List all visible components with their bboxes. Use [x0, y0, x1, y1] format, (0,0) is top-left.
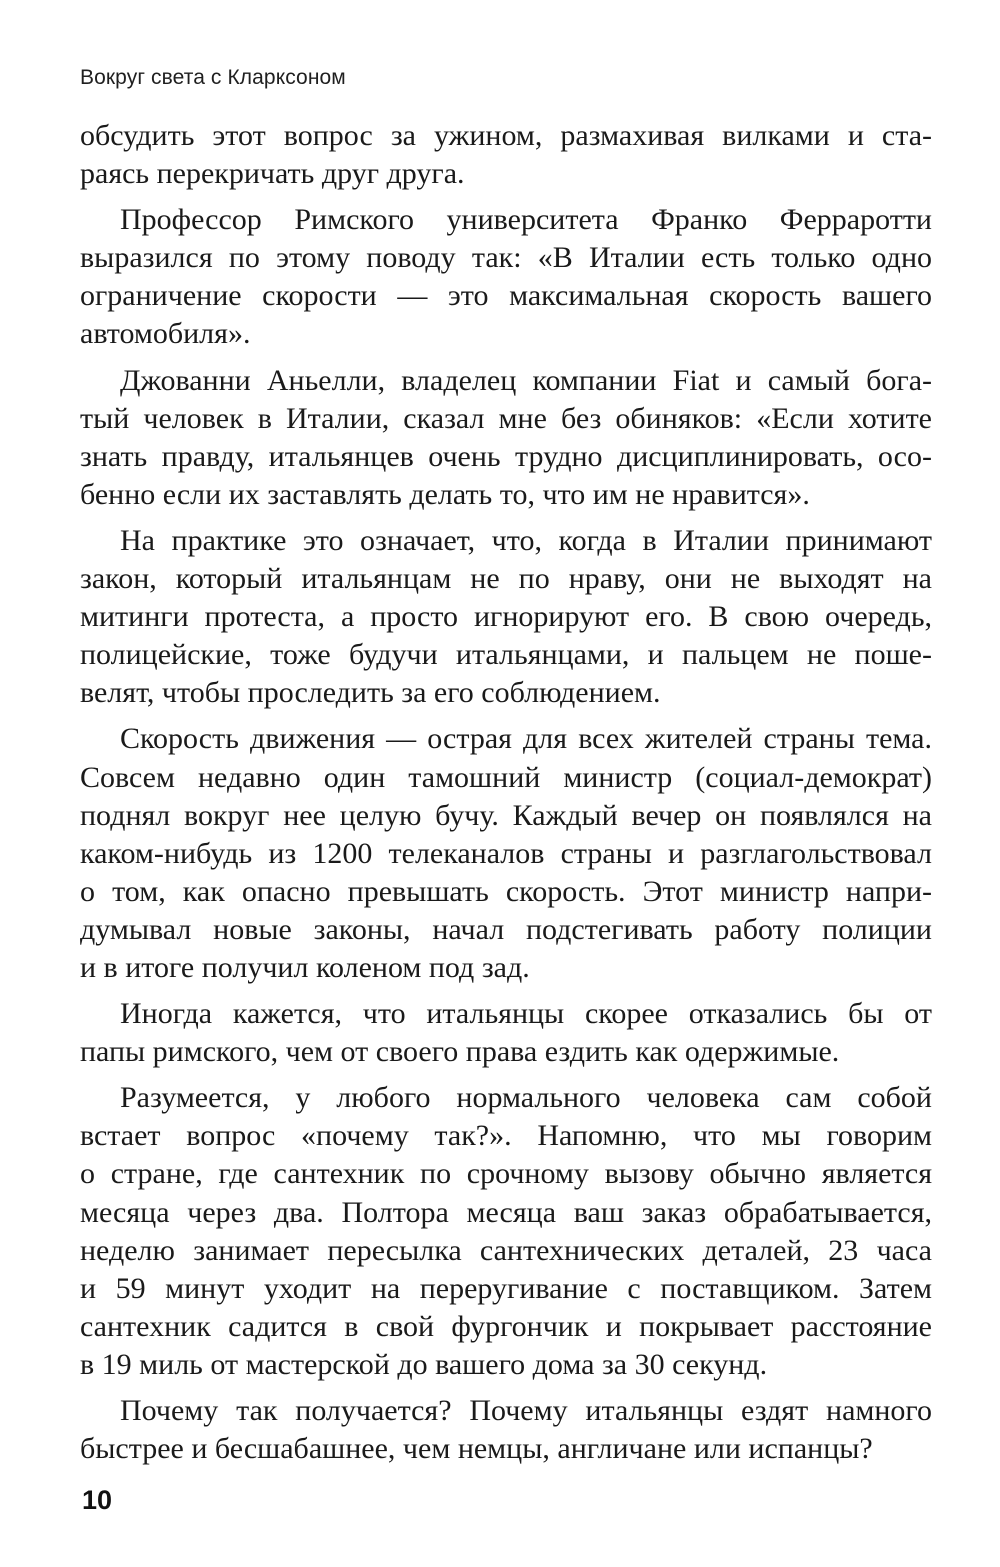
text-line: и в итоге получил коленом под зад. — [80, 950, 530, 984]
paragraph — [80, 522, 932, 712]
text-line: быстрее и бесшабашнее, чем немцы, англичане или испанцы? — [80, 1432, 873, 1466]
body-text — [80, 117, 932, 1468]
text-line: Разумеется, у любого нормального человека сам собой — [120, 1081, 932, 1115]
paragraph — [80, 362, 932, 514]
text-line: Джованни Аньелли, владелец компании Fiat и самый бога- — [120, 363, 932, 397]
text-line: знать правду, итальянцев очень трудно дисциплинировать, осо- — [80, 439, 932, 473]
paragraph — [80, 1079, 932, 1384]
text-line: встает вопрос «почему так?». Напомню, что мы говорим — [80, 1119, 932, 1153]
text-line: выразился по этому поводу так: «В Италии есть только одно — [80, 241, 932, 275]
paragraph — [80, 201, 932, 353]
paragraph — [80, 995, 932, 1071]
paragraph — [80, 720, 932, 987]
text-line: обсудить этот вопрос за ужином, размахивая вилками и ста- — [80, 119, 932, 152]
text-line: ограничение скорости — это максимальная скорость вашего — [80, 279, 932, 313]
paragraph — [80, 1392, 932, 1468]
text-line: бенно если их заставлять делать то, что им не нравится». — [80, 477, 810, 511]
text-line: и 59 минут уходит на переругивание с поставщиком. Затем — [80, 1271, 932, 1305]
text-line: На практике это означает, что, когда в Италии принимают — [120, 523, 932, 557]
paragraph — [80, 117, 932, 193]
text-line: поднял вокруг нее целую бучу. Каждый вечер он появлялся на — [80, 798, 932, 832]
text-line: автомобиля». — [80, 317, 251, 351]
page-number: 10 — [82, 1485, 113, 1515]
text-line: раясь перекричать друг друга. — [80, 157, 465, 191]
text-line: Скорость движения — острая для всех жителей страны тема. — [120, 722, 932, 756]
text-line: митинги протеста, а просто игнорируют его. В свою очередь, — [80, 600, 932, 634]
text-line: полицейские, тоже будучи итальянцами, и пальцем не поше- — [80, 638, 932, 672]
text-line: каком-нибудь из 1200 телеканалов страны и разглагольствовал — [80, 836, 932, 870]
text-line: папы римского, чем от своего права ездить как одержимые. — [80, 1035, 840, 1069]
text-line: о том, как опасно превышать скорость. Этот министр напри- — [80, 874, 932, 908]
text-line: сантехник садится в свой фургончик и покрывает расстояние — [80, 1309, 932, 1343]
text-line: месяца через два. Полтора месяца ваш заказ обрабатывается, — [80, 1195, 932, 1229]
text-line: Совсем недавно один тамошний министр (социал-демократ) — [80, 760, 932, 794]
text-line: Иногда кажется, что итальянцы скорее отказались бы от — [120, 997, 932, 1031]
text-line: велят, чтобы проследить за его соблюдением. — [80, 676, 661, 710]
text-line: Профессор Римского университета Франко Ферраротти — [120, 203, 932, 237]
running-head: Вокруг света с Кларксоном — [80, 66, 346, 89]
text-line: о стране, где сантехник по срочному вызову обычно является — [80, 1157, 932, 1191]
text-line: тый человек в Италии, сказал мне без обиняков: «Если хотите — [80, 401, 932, 435]
text-line: в 19 миль от мастерской до вашего дома за 30 секунд. — [80, 1347, 768, 1381]
text-line: Почему так получается? Почему итальянцы ездят намного — [120, 1394, 932, 1427]
text-line: думывал новые законы, начал подстегивать работу полиции — [80, 912, 932, 946]
text-line: неделю занимает пересылка сантехнических деталей, 23 часа — [80, 1233, 932, 1267]
text-line: закон, который итальянцам не по нраву, они не выходят на — [80, 562, 932, 596]
